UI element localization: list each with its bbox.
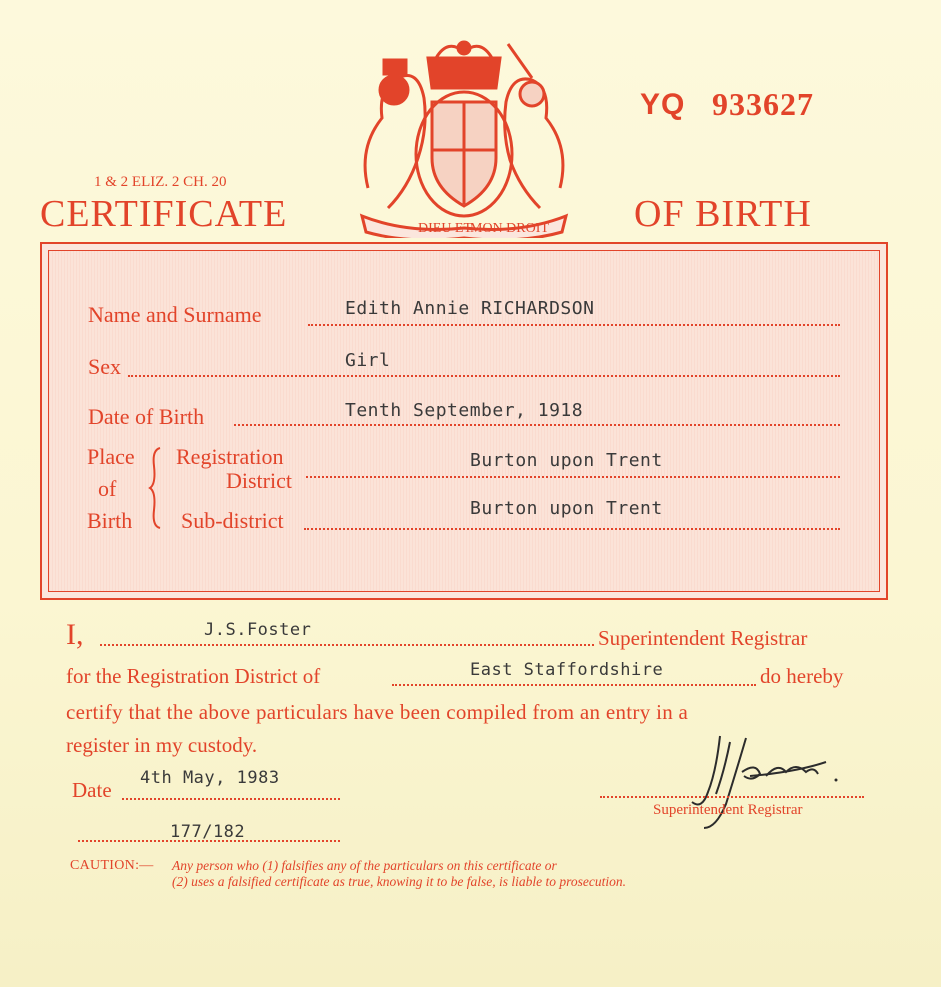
sex-dotted-line xyxy=(128,375,840,377)
district-value: East Staffordshire xyxy=(470,660,664,680)
date-dotted-line xyxy=(122,798,340,800)
sub-district-value: Burton upon Trent xyxy=(470,498,663,519)
district-dotted-line xyxy=(392,684,756,686)
registration-district-dotted-line xyxy=(306,476,840,478)
registrar-name-value: J.S.Foster xyxy=(204,620,312,640)
registration-district-label-2: District xyxy=(226,468,292,493)
place-label-2: of xyxy=(98,476,117,501)
place-brace-icon xyxy=(148,446,164,530)
name-dotted-line xyxy=(308,324,840,326)
dob-dotted-line xyxy=(234,424,840,426)
sub-district-label: Sub-district xyxy=(181,508,284,533)
caution-line2: (2) uses a falsified certificate as true, knowing it to be false, is liable to prosecution. xyxy=(172,874,626,889)
signature-dotted-line xyxy=(600,796,864,798)
sex-label: Sex xyxy=(88,354,121,379)
act-reference: 1 & 2 ELIZ. 2 CH. 20 xyxy=(94,174,227,190)
date-value: 4th May, 1983 xyxy=(140,768,280,788)
crest-motto-left: DIEU ET xyxy=(418,221,473,236)
sex-value: Girl xyxy=(345,350,391,371)
registrar-name-dotted-line xyxy=(100,644,594,646)
title-certificate: CERTIFICATE xyxy=(40,193,288,235)
registration-district-value: Burton upon Trent xyxy=(470,450,663,471)
registration-district-label-1: Registration xyxy=(176,444,284,469)
caution-label: CAUTION:— xyxy=(70,858,154,873)
sub-district-dotted-line xyxy=(304,528,840,530)
cert-line1-suffix: Superintendent Registrar xyxy=(598,626,808,650)
caution-line1: Any person who (1) falsifies any of the particulars on this certificate or xyxy=(172,858,557,873)
cert-line2-suffix: do hereby xyxy=(760,664,844,688)
serial-prefix: YQ xyxy=(640,88,686,121)
royal-coat-of-arms-icon xyxy=(348,38,580,238)
name-label: Name and Surname xyxy=(88,302,262,327)
place-label-1: Place xyxy=(87,444,135,469)
cert-line2-prefix: for the Registration District of xyxy=(66,664,321,688)
crest-motto-right: MON DROIT xyxy=(470,221,549,236)
entry-ref-value: 177/182 xyxy=(170,822,246,842)
name-value: Edith Annie RICHARDSON xyxy=(345,298,595,319)
date-label: Date xyxy=(72,778,112,802)
serial-number: 933627 xyxy=(712,86,814,122)
cert-line3: certify that the above particulars have been compiled from an entry in a xyxy=(66,700,689,724)
cert-line4: register in my custody. xyxy=(66,733,258,757)
signature-title: Superintendent Registrar xyxy=(653,802,803,818)
dob-value: Tenth September, 1918 xyxy=(345,400,584,421)
cert-line1-prefix: I, xyxy=(66,618,84,651)
title-of-birth: OF BIRTH xyxy=(634,193,812,235)
place-label-3: Birth xyxy=(87,508,133,533)
dob-label: Date of Birth xyxy=(88,404,205,429)
